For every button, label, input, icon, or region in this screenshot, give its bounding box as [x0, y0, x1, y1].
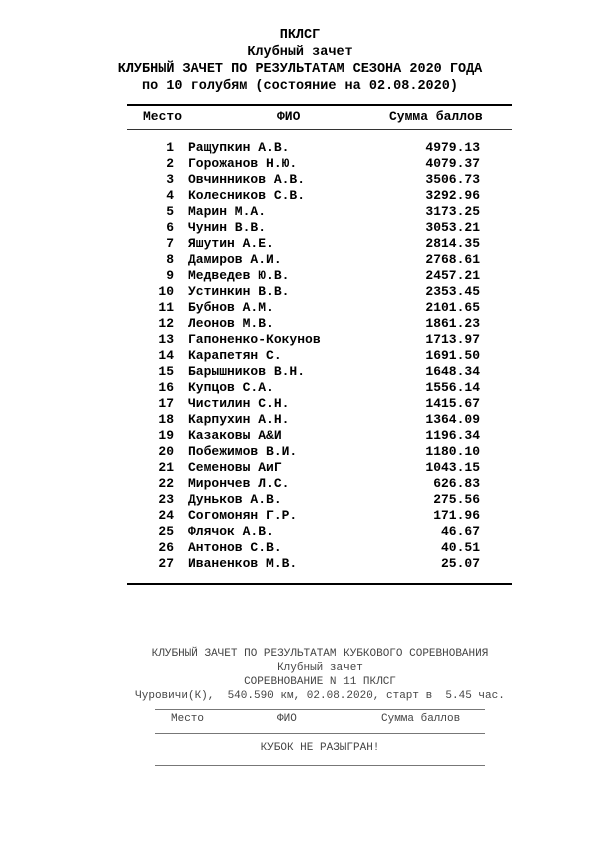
cup-details: Чуровичи(К), 540.590 км, 02.08.2020, старт в 5.45 час. [135, 690, 505, 702]
table-row [0, 268, 600, 284]
rank-cell: 13 [158, 332, 174, 347]
rank-cell: 26 [158, 540, 174, 555]
score-cell: 2814.35 [425, 236, 480, 251]
rank-cell: 21 [158, 460, 174, 475]
score-cell: 4079.37 [425, 156, 480, 171]
column-header-rank: Место [143, 109, 183, 124]
table-row [0, 412, 600, 428]
score-cell: 3292.96 [425, 188, 480, 203]
name-cell: Семеновы АиГ [188, 460, 282, 475]
table-row [0, 380, 600, 396]
name-cell: Устинкин В.В. [188, 284, 290, 299]
name-cell: Ращупкин А.В. [188, 140, 290, 155]
score-cell: 275.56 [433, 492, 480, 507]
name-cell: Дуньков А.В. [188, 492, 282, 507]
cup-column-score: Сумма баллов [381, 713, 461, 725]
table-row [0, 460, 600, 476]
table-row [0, 508, 600, 524]
column-header-name: ФИО [277, 109, 301, 124]
name-cell: Антонов С.В. [188, 540, 282, 555]
table-row [0, 220, 600, 236]
table-top-rule [127, 104, 512, 106]
cup-subtitle: Клубный зачет [277, 662, 363, 674]
name-cell: Марин М.А. [188, 204, 267, 219]
table-row [0, 396, 600, 412]
rank-cell: 10 [158, 284, 174, 299]
score-cell: 1043.15 [425, 460, 480, 475]
name-cell: Чунин В.В. [188, 220, 267, 235]
name-cell: Дамиров А.И. [188, 252, 282, 267]
rank-cell: 9 [166, 268, 174, 283]
table-row [0, 300, 600, 316]
table-bottom-rule [127, 583, 512, 585]
name-cell: Иваненков М.В. [188, 556, 298, 571]
rank-cell: 15 [158, 364, 174, 379]
rank-cell: 20 [158, 444, 174, 459]
score-cell: 626.83 [433, 476, 480, 491]
score-cell: 40.51 [440, 540, 480, 555]
rank-cell: 17 [158, 396, 174, 411]
table-row [0, 332, 600, 348]
cup-top-rule [155, 709, 485, 710]
table-row [0, 156, 600, 172]
rank-cell: 4 [166, 188, 174, 203]
subtitle: Клубный зачет [247, 45, 353, 60]
rank-cell: 8 [166, 252, 174, 267]
rank-cell: 27 [158, 556, 174, 571]
name-cell: Колесников С.В. [188, 188, 306, 203]
name-cell: Леонов М.В. [188, 316, 274, 331]
rank-cell: 25 [158, 524, 174, 539]
rank-cell: 19 [158, 428, 174, 443]
cup-column-name: ФИО [277, 713, 297, 725]
table-row [0, 556, 600, 572]
table-row [0, 140, 600, 156]
rank-cell: 7 [166, 236, 174, 251]
name-cell: Бубнов А.М. [188, 300, 274, 315]
cup-result: КУБОК НЕ РАЗЫГРАН! [260, 742, 380, 754]
cup-bottom-rule [155, 765, 485, 766]
rank-cell: 24 [158, 508, 174, 523]
table-row [0, 204, 600, 220]
score-cell: 171.96 [433, 508, 480, 523]
rank-cell: 11 [158, 300, 174, 315]
rank-cell: 2 [166, 156, 174, 171]
score-cell: 2101.65 [425, 300, 480, 315]
name-cell: Медведев Ю.В. [188, 268, 290, 283]
rank-cell: 6 [166, 220, 174, 235]
table-row [0, 364, 600, 380]
table-row [0, 428, 600, 444]
table-row [0, 524, 600, 540]
name-cell: Мирончев Л.С. [188, 476, 290, 491]
score-cell: 1861.23 [425, 316, 480, 331]
rank-cell: 12 [158, 316, 174, 331]
name-cell: Купцов С.А. [188, 380, 274, 395]
table-row [0, 188, 600, 204]
table-row [0, 444, 600, 460]
cup-competition: СОРЕВНОВАНИЕ N 11 ПКЛСГ [244, 676, 396, 688]
name-cell: Барышников В.Н. [188, 364, 306, 379]
table-row [0, 284, 600, 300]
name-cell: Согомонян Г.Р. [188, 508, 298, 523]
table-row [0, 540, 600, 556]
table-row [0, 492, 600, 508]
score-cell: 1180.10 [425, 444, 480, 459]
name-cell: Карапетян С. [188, 348, 282, 363]
rank-cell: 14 [158, 348, 174, 363]
score-cell: 1364.09 [425, 412, 480, 427]
score-cell: 1713.97 [425, 332, 480, 347]
rank-cell: 5 [166, 204, 174, 219]
rank-cell: 16 [158, 380, 174, 395]
status-line: по 10 голубям (состояние на 02.08.2020) [142, 79, 458, 94]
score-cell: 1556.14 [425, 380, 480, 395]
score-cell: 3506.73 [425, 172, 480, 187]
score-cell: 2353.45 [425, 284, 480, 299]
table-row [0, 252, 600, 268]
cup-header-rule [155, 733, 485, 734]
rank-cell: 3 [166, 172, 174, 187]
score-cell: 1648.34 [425, 364, 480, 379]
name-cell: Казаковы А&И [188, 428, 282, 443]
name-cell: Побежимов В.И. [188, 444, 298, 459]
rank-cell: 23 [158, 492, 174, 507]
table-row [0, 316, 600, 332]
rank-cell: 22 [158, 476, 174, 491]
org-title: ПКЛСГ [279, 28, 321, 43]
table-row [0, 348, 600, 364]
name-cell: Горожанов Н.Ю. [188, 156, 298, 171]
score-cell: 1196.34 [425, 428, 480, 443]
table-row [0, 236, 600, 252]
header-rule [127, 129, 512, 130]
name-cell: Овчинников А.В. [188, 172, 306, 187]
cup-title: КЛУБНЫЙ ЗАЧЕТ ПО РЕЗУЛЬТАТАМ КУБКОВОГО СОРЕВНОВАНИЯ [151, 648, 489, 660]
score-cell: 3053.21 [425, 220, 480, 235]
score-cell: 25.07 [440, 556, 480, 571]
rank-cell: 1 [166, 140, 174, 155]
score-cell: 2768.61 [425, 252, 480, 267]
score-cell: 1691.50 [425, 348, 480, 363]
score-cell: 4979.13 [425, 140, 480, 155]
name-cell: Гапоненко-Кокунов [188, 332, 321, 347]
table-row [0, 476, 600, 492]
column-header-score: Сумма баллов [389, 109, 483, 124]
name-cell: Чистилин С.Н. [188, 396, 290, 411]
score-cell: 1415.67 [425, 396, 480, 411]
name-cell: Флячок А.В. [188, 524, 274, 539]
name-cell: Яшутин А.Е. [188, 236, 274, 251]
rank-cell: 18 [158, 412, 174, 427]
page-title: КЛУБНЫЙ ЗАЧЕТ ПО РЕЗУЛЬТАТАМ СЕЗОНА 2020 ГОДА [117, 62, 483, 77]
table-row [0, 172, 600, 188]
name-cell: Карпухин А.Н. [188, 412, 290, 427]
cup-column-rank: Место [171, 713, 205, 725]
score-cell: 46.67 [440, 524, 480, 539]
score-cell: 2457.21 [425, 268, 480, 283]
score-cell: 3173.25 [425, 204, 480, 219]
